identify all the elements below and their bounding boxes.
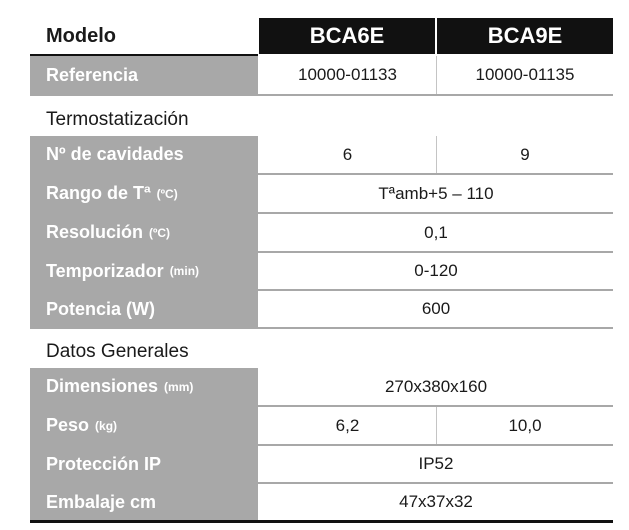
- row-label-rango-temperatura: [30, 175, 258, 212]
- unit-text: (kg): [95, 418, 118, 433]
- embalaje-value: 47x37x32: [399, 492, 473, 511]
- label-text: Dimensiones: [46, 376, 159, 396]
- rango-temperatura-value: Tªamb+5 – 110: [378, 183, 494, 203]
- potencia-value: 600: [421, 299, 451, 318]
- unit-text: (ºC): [149, 225, 171, 240]
- row-divider: [30, 94, 613, 96]
- proteccion-ip-value: IP52: [418, 454, 454, 473]
- row-divider: [30, 327, 613, 329]
- label-text: Peso: [46, 415, 90, 435]
- resolucion-value: 0,1: [424, 222, 448, 242]
- row-label-potencia: Potencia (W): [30, 291, 258, 327]
- temporizador-value: 0-120: [414, 261, 458, 280]
- peso-value-bca6e: 6,2: [335, 415, 360, 435]
- table-bottom-border: [30, 520, 613, 523]
- model-header-bca6e: BCA6E: [259, 18, 435, 54]
- section-title-datos-generales: Datos Generales: [46, 341, 189, 362]
- row-label-referencia: Referencia: [30, 56, 258, 94]
- unit-text: (mm): [164, 379, 194, 394]
- row-label-proteccion-ip: Protección IP: [30, 446, 258, 482]
- peso-value-bca9e: 10,0: [508, 415, 542, 435]
- row-label-resolucion: [30, 214, 258, 251]
- label-text: Rango de Tª: [46, 183, 151, 203]
- referencia-value-bca6e: 10000-01133: [298, 65, 397, 84]
- model-header-label: Modelo: [46, 24, 116, 47]
- dimensiones-value: 270x380x160: [384, 376, 488, 396]
- row-label-dimensiones: [30, 368, 258, 405]
- cavidades-value-bca9e: 9: [520, 144, 530, 164]
- unit-text: (ºC): [156, 186, 178, 201]
- unit-text: (min): [169, 264, 200, 278]
- referencia-value-bca9e: 10000-01135: [475, 65, 575, 84]
- row-label-temporizador: [30, 253, 258, 289]
- row-label-cavidades: Nº de cavidades: [30, 136, 258, 173]
- model-header-bca9e: BCA9E: [437, 18, 613, 54]
- row-label-embalaje: Embalaje cm: [30, 484, 258, 520]
- row-label-peso: [30, 407, 258, 444]
- label-text: Resolución: [46, 222, 144, 242]
- section-title-termostatizacion: Termostatización: [46, 109, 189, 130]
- cavidades-value-bca6e: 6: [342, 144, 353, 164]
- label-text: Temporizador: [46, 260, 164, 281]
